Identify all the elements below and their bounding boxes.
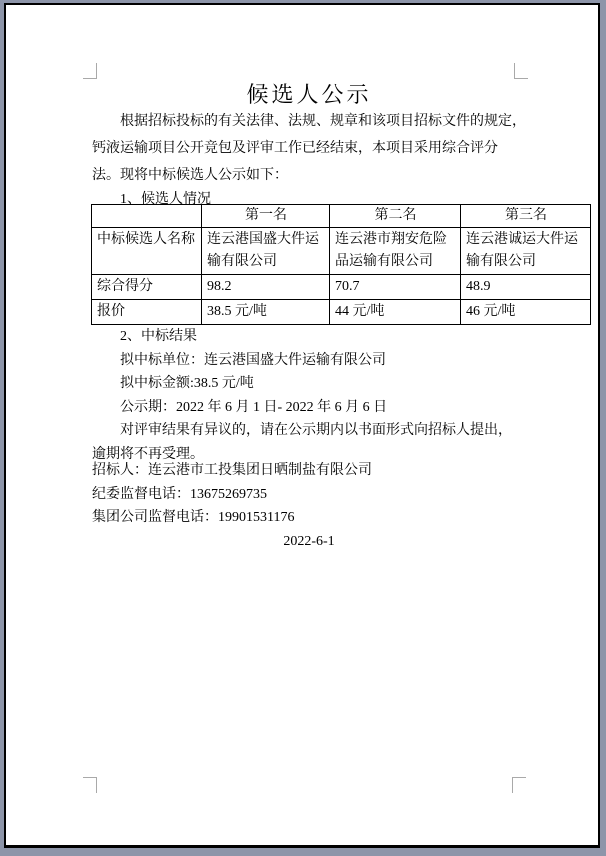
date-line: 2022-6-1 bbox=[283, 533, 335, 549]
table-row-candidate-name bbox=[92, 228, 591, 275]
discipline-phone-line: 纪委监督电话：13675269735 bbox=[92, 486, 267, 502]
margin-mark-top-right bbox=[514, 63, 528, 79]
tenderee-line: 招标人：连云港市工投集团日晒制盐有限公司 bbox=[92, 463, 372, 478]
group-phone-line: 集团公司监督电话：19901531176 bbox=[92, 510, 295, 525]
table-cell: 连云港诚运大件运输有限公司 bbox=[461, 228, 591, 275]
column-header-cell-empty bbox=[92, 205, 202, 228]
table-row-score bbox=[92, 275, 591, 300]
objection-notice-line: 逾期将不再受理。 bbox=[92, 446, 204, 462]
margin-mark-bottom-right bbox=[512, 777, 526, 793]
table-cell: 连云港国盛大件运输有限公司 bbox=[202, 228, 330, 275]
footer-section bbox=[92, 459, 552, 553]
publicity-period-line: 公示期：2022 年 6 月 1 日- 2022 年 6 月 6 日 bbox=[120, 399, 388, 415]
table-header-row bbox=[92, 205, 591, 228]
page-title: 候选人公示 bbox=[246, 82, 372, 107]
section2-heading: 2、中标结果 bbox=[120, 329, 197, 344]
column-header-cell-second: 第二名 bbox=[330, 205, 461, 228]
proposed-amount-line: 拟中标金额:38.5 元/吨 bbox=[120, 376, 254, 391]
proposed-winner-line: 拟中标单位：连云港国盛大件运输有限公司 bbox=[120, 352, 386, 368]
row-label-cell: 中标候选人名称 bbox=[92, 228, 202, 275]
column-header-cell-first: 第一名 bbox=[202, 205, 330, 228]
table-cell: 44 元/吨 bbox=[330, 300, 461, 325]
table-cell: 46 元/吨 bbox=[461, 300, 591, 325]
table-cell: 98.2 bbox=[202, 275, 330, 300]
document-page[interactable] bbox=[4, 3, 600, 848]
table-cell: 70.7 bbox=[330, 275, 461, 300]
column-header-cell-third: 第三名 bbox=[461, 205, 591, 228]
row-label-cell: 报价 bbox=[92, 300, 202, 325]
objection-notice-line: 对评审结果有异议的，请在公示期内以书面形式向招标人提出， bbox=[120, 423, 512, 438]
table-row-price bbox=[92, 300, 591, 325]
result-section bbox=[92, 325, 552, 466]
intro-paragraph bbox=[92, 108, 552, 189]
intro-line: 根据招标投标的有关法律、法规、规章和该项目招标文件的规定， bbox=[120, 114, 526, 129]
row-label-cell: 综合得分 bbox=[92, 275, 202, 300]
table-cell: 38.5 元/吨 bbox=[202, 300, 330, 325]
intro-line: 钙液运输项目公开竞包及评审工作已经结束，本项目采用综合评分 bbox=[92, 141, 498, 156]
intro-line: 法。现将中标候选人公示如下： bbox=[92, 168, 288, 183]
candidates-table bbox=[91, 204, 591, 325]
margin-mark-bottom-left bbox=[83, 777, 97, 793]
table-cell: 连云港市翔安危险品运输有限公司 bbox=[330, 228, 461, 275]
table-cell: 48.9 bbox=[461, 275, 591, 300]
margin-mark-top-left bbox=[83, 63, 97, 79]
section1-heading: 1、候选人情况 bbox=[120, 192, 211, 207]
